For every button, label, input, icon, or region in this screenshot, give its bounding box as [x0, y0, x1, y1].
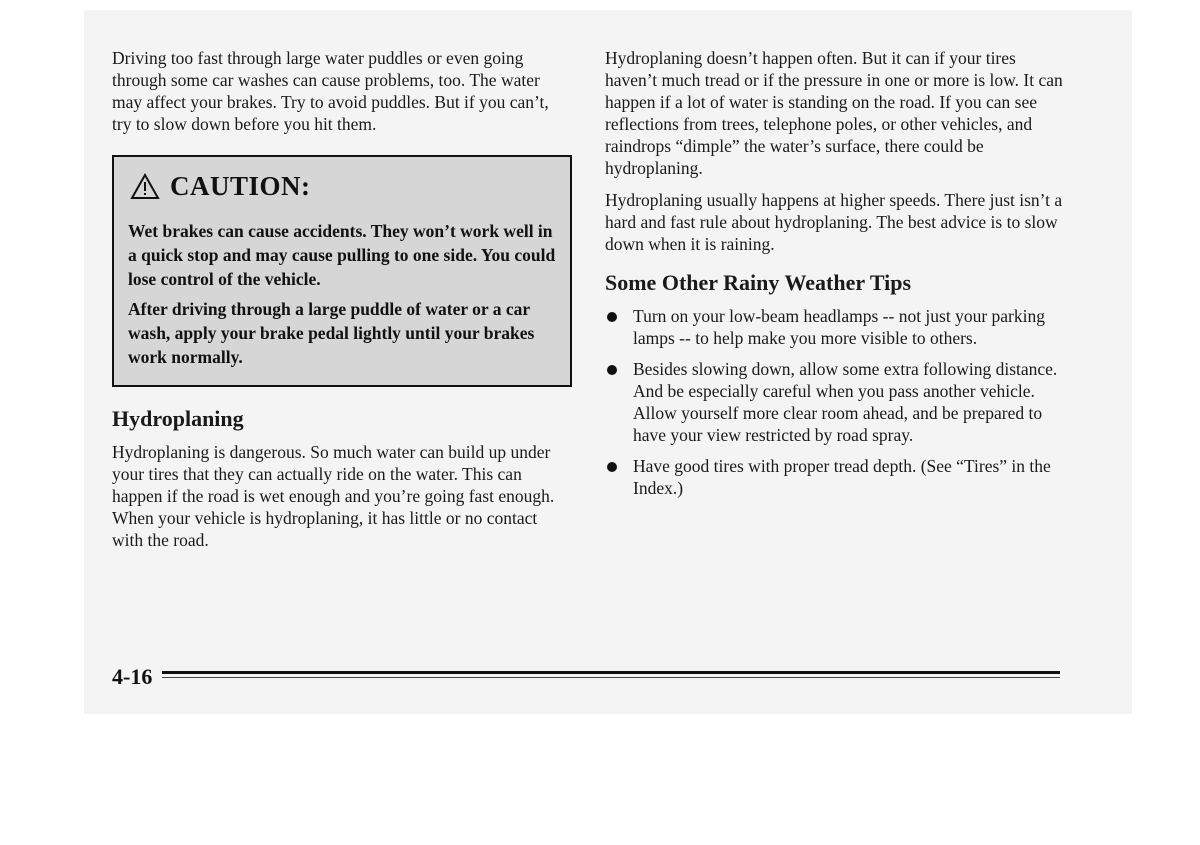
- list-item: [605, 455, 1075, 499]
- tip-text: Besides slowing down, allow some extra following distance. And be especially careful when you pass another vehicle. Allow yourself more clear room ahead, and be prepared to have your view restricted by road spray.: [633, 359, 1058, 445]
- bullet-icon: [607, 462, 617, 472]
- hydroplaning-frequency-paragraph: Hydroplaning doesn’t happen often. But it can if your tires haven’t much tread or if the pressure in one or more is low. It can happen if a lot of water is standing on the road. If you can see reflections from trees, telephone poles, or other vehicles, and raindrops “dimple” the water’s surface, there could be hydroplaning.: [605, 48, 1063, 178]
- right-column: [605, 47, 1070, 179]
- hydroplaning-speed-paragraph: Hydroplaning usually happens at higher speeds. There just isn’t a hard and fast rule about hydroplaning. The best advice is to slow down when it is raining.: [605, 190, 1063, 254]
- tips-heading: Some Other Rainy Weather Tips: [605, 270, 912, 295]
- caution-header: [130, 171, 311, 202]
- bullet-icon: [607, 312, 617, 322]
- hydroplaning-section: [112, 441, 572, 551]
- caution-box: [112, 155, 572, 387]
- hydroplaning-heading: Hydroplaning: [112, 406, 244, 431]
- caution-paragraph: After driving through a large puddle of water or a car wash, apply your brake pedal lightly until your brakes work normally.: [128, 299, 535, 367]
- list-item: [605, 358, 1075, 446]
- warning-triangle-icon: [130, 173, 160, 200]
- left-column: [112, 47, 572, 135]
- footer-rule: [162, 671, 1060, 674]
- intro-paragraph: Driving too fast through large water puddles or even going through some car washes can cause problems, too. The water may affect your brakes. Try to avoid puddles. But if you can’t, try to slow down before you hit them.: [112, 48, 549, 134]
- tip-text: Have good tires with proper tread depth. (See “Tires” in the Index.): [633, 456, 1051, 498]
- tip-text: Turn on your low-beam headlamps -- not just your parking lamps -- to help make you more visible to others.: [633, 306, 1046, 348]
- tips-list: [605, 305, 1075, 508]
- page-footer: [112, 664, 1060, 690]
- caution-text: [128, 219, 560, 375]
- caution-title: CAUTION:: [170, 171, 311, 201]
- caution-paragraph: Wet brakes can cause accidents. They won’t work well in a quick stop and may cause pulling to one side. You could lose control of the vehicle.: [128, 221, 556, 289]
- right-column-second: [605, 189, 1070, 255]
- bullet-icon: [607, 365, 617, 375]
- page-number: 4-16: [112, 664, 153, 689]
- hydroplaning-paragraph: Hydroplaning is dangerous. So much water can build up under your tires that they can actually ride on the water. This can happen if the road is wet enough and you’re going fast enough. When your vehicle is hydroplaning, it has little or no contact with the road.: [112, 442, 555, 550]
- list-item: [605, 305, 1075, 349]
- footer-rule-thin: [162, 677, 1060, 678]
